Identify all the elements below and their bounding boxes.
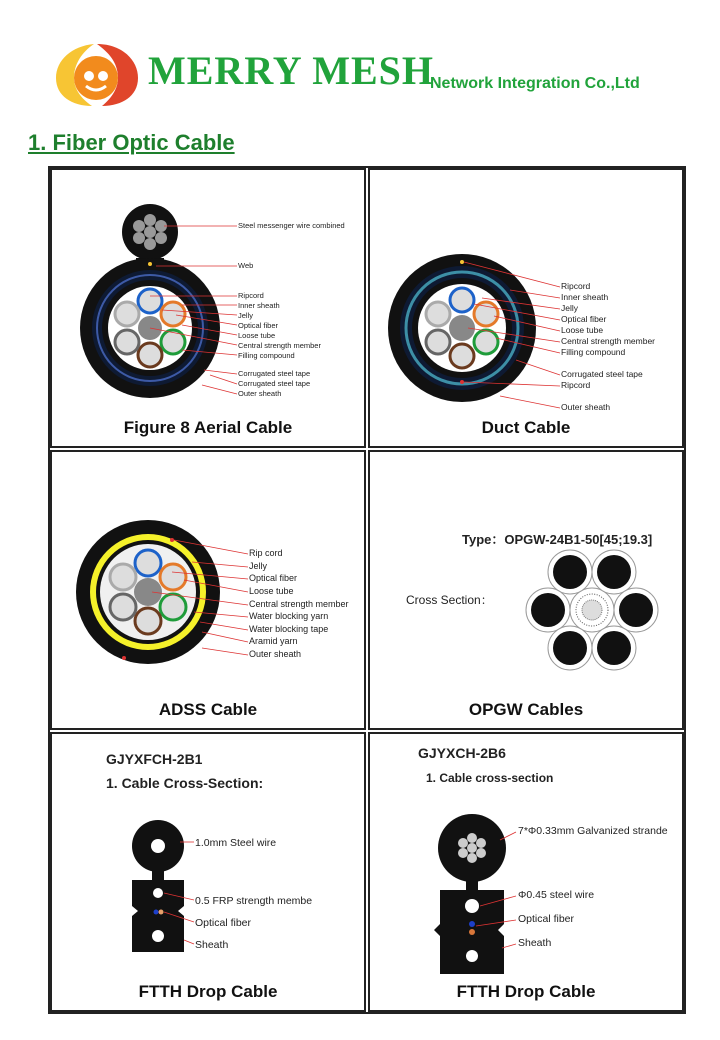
figure8-label-8: Central strength member [238,341,321,350]
figure8-caption: Figure 8 Aerial Cable [123,418,293,437]
ftth1-model: GJYXFCH-2B1 [106,751,203,767]
duct-label-7: Filling compound [561,347,626,357]
adss-label-3: Optical fiber [249,573,298,583]
figure8-label-6: Optical fiber [238,321,279,330]
adss-label-7: Water blocking tape [249,624,329,634]
ftth2-model: GJYXCH-2B6 [418,745,506,761]
ftth1-caption: FTTH Drop Cable [138,982,278,1001]
duct-diagram [370,170,686,450]
adss-caption: ADSS Cable [158,700,258,719]
duct-label-5: Loose tube [561,325,604,335]
brand-name: MERRY MESH [148,48,434,93]
adss-label-6: Water blocking yarn [249,611,329,621]
adss-label-2: Jelly [249,561,268,571]
duct-label-2: Inner sheath [561,292,609,302]
ftth2-label-4: Sheath [518,937,552,949]
adss-diagram [52,452,368,732]
figure8-label-4: Inner sheath [238,301,280,310]
figure8-label-11: Corrugated steel tape [238,379,311,388]
duct-label-9: Ripcord [561,380,591,390]
opgw-cross-label: Cross Section： [406,593,493,607]
figure8-label-1: Steel messenger wire combined [238,221,345,230]
figure8-label-7: Loose tube [238,331,276,340]
cell-adss [50,450,366,730]
figure8-diagram [52,170,368,450]
ftth2-label-2: Φ0.45 steel wire [518,889,595,901]
figure8-label-10: Corrugated steel tape [238,369,311,378]
logo-icon [52,38,142,110]
duct-label-8: Corrugated steel tape [561,369,643,379]
opgw-diagram [370,452,686,732]
cell-figure8 [50,168,366,448]
adss-label-4: Loose tube [249,586,294,596]
duct-label-1: Ripcord [561,281,591,291]
cell-ftth1 [50,732,366,1012]
section-title: 1. Fiber Optic Cable [28,130,235,155]
adss-label-8: Aramid yarn [249,636,298,646]
ftth2-diagram [370,734,686,1014]
ftth1-subtitle: 1. Cable Cross-Section: [106,775,264,791]
adss-label-9: Outer sheath [249,649,302,659]
cable-grid [48,166,686,1014]
ftth2-subtitle: 1. Cable cross-section [426,771,554,785]
figure8-label-12: Outer sheath [238,389,282,398]
opgw-type-label: Type：OPGW-24B1-50[45;19.3] [462,532,653,547]
cell-ftth2 [368,732,684,1012]
duct-caption: Duct Cable [481,418,571,437]
ftth1-label-1: 1.0mm Steel wire [195,837,277,849]
ftth1-label-3: Optical fiber [195,917,252,929]
duct-label-10: Outer sheath [561,402,611,412]
ftth2-caption: FTTH Drop Cable [456,982,596,1001]
duct-label-4: Optical fiber [561,314,607,324]
ftth1-label-2: 0.5 FRP strength membe [195,895,313,907]
figure8-label-5: Jelly [238,311,254,320]
header [0,0,720,120]
ftth1-label-4: Sheath [195,939,229,951]
duct-label-3: Jelly [561,303,579,313]
opgw-caption: OPGW Cables [468,700,584,719]
ftth2-label-1: 7*Φ0.33mm Galvanized strande [518,825,668,837]
ftth1-diagram [52,734,368,1014]
figure8-label-9: Filling compound [238,351,295,360]
ftth2-label-3: Optical fiber [518,913,575,925]
adss-label-5: Central strength member [249,599,349,609]
adss-label-1: Rip cord [249,548,283,558]
brand-subtitle: Network Integration Co.,Ltd [430,75,640,92]
cell-duct [368,168,684,448]
figure8-label-2: Web [238,261,254,270]
figure8-label-3: Ripcord [238,291,264,300]
cell-opgw [368,450,684,730]
duct-label-6: Central strength member [561,336,656,346]
